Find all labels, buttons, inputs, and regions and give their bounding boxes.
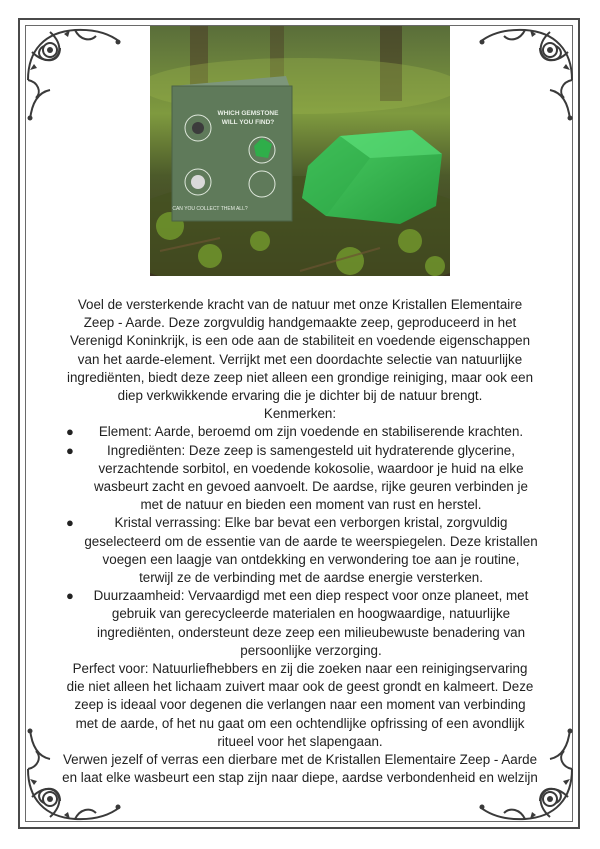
perfect-for-paragraph: Perfect voor: Natuurliefhebbers en zij die zoeken naar een reinigingservaring die niet alleen het lichaam zuivert maar ook de geest grondt en kalmeert. Deze zeep is ideaal voor degenen die verlangen naar een moment van verbinding met de aarde, of het nu gaat om een ochtendlijke opfrissing of een avondlijk ritueel voor het slapengaan.: [66, 661, 534, 749]
corner-ornament-icon: [20, 20, 130, 130]
svg-text:WHICH GEMSTONE: WHICH GEMSTONE: [217, 110, 279, 117]
feature-text: Ingrediënten: Deze zeep is samengesteld uit hydraterende glycerine, verzachtende sorbitol, en voedende kokosolie, waardoor je huid na elke wasbeurt zacht en gevoed aanvoelt. De aardse, rijke geuren verbinden je met de natuur en bieden een moment van rust en herstel.: [94, 442, 528, 513]
list-item: [62, 423, 538, 441]
list-item: [62, 587, 538, 660]
bullet-icon: ●: [66, 588, 74, 604]
product-photo: [150, 26, 450, 276]
list-item: [62, 442, 538, 515]
corner-ornament-icon: [470, 20, 580, 130]
intro-paragraph: Voel de versterkende kracht van de natuur met onze Kristallen Elementaire Zeep - Aarde. Deze zorgvuldig handgemaakte zeep, geproduceerd in het Verenigd Koninkrijk, is een ode aan de stabiliteit en voedende eigenschappen van het aarde-element. Verrijkt met een doordachte selectie van natuurlijke ingrediënten, biedt deze zeep niet alleen een grondige reiniging, maar ook een diep verkwikkende ervaring die je dichter bij de natuur brengt.: [66, 297, 534, 404]
bullet-icon: ●: [66, 515, 74, 531]
bullet-icon: ●: [66, 424, 74, 440]
svg-text:WILL YOU FIND?: WILL YOU FIND?: [221, 119, 275, 126]
feature-text: Element: Aarde, beroemd om zijn voedende en stabiliserende krachten.: [98, 424, 524, 440]
product-description: [62, 296, 538, 787]
feature-text: Kristal verrassing: Elke bar bevat een verborgen kristal, zorgvuldig geselecteerd om de essentie van de aarde te weerspiegelen. Deze kristallen voegen een laagje van ontdekking en verwondering toe aan je routine, terwijl ze de verbinding met de aardse energie versterken.: [84, 515, 538, 586]
features-heading: Kenmerken:: [263, 406, 337, 422]
svg-text:CAN YOU COLLECT THEM ALL?: CAN YOU COLLECT THEM ALL?: [172, 206, 248, 212]
product-illustration: [150, 26, 450, 276]
bullet-icon: ●: [66, 442, 74, 458]
features-list: [62, 423, 538, 660]
list-item: [62, 514, 538, 587]
closing-paragraph: Verwen jezelf of verras een dierbare met de Kristallen Elementaire Zeep - Aarde en laat elke wasbeurt een stap zijn naar diepe, aardse verbondenheid en welzijn: [62, 752, 538, 786]
feature-text: Duurzaamheid: Vervaardigd met een diep respect voor onze planeet, met gebruik van gerecycleerde materialen en hoogwaardige, natuurlijke ingrediënten, ondersteunt deze zeep een milieubewuste benadering van persoonlijke verzorging.: [93, 588, 529, 658]
